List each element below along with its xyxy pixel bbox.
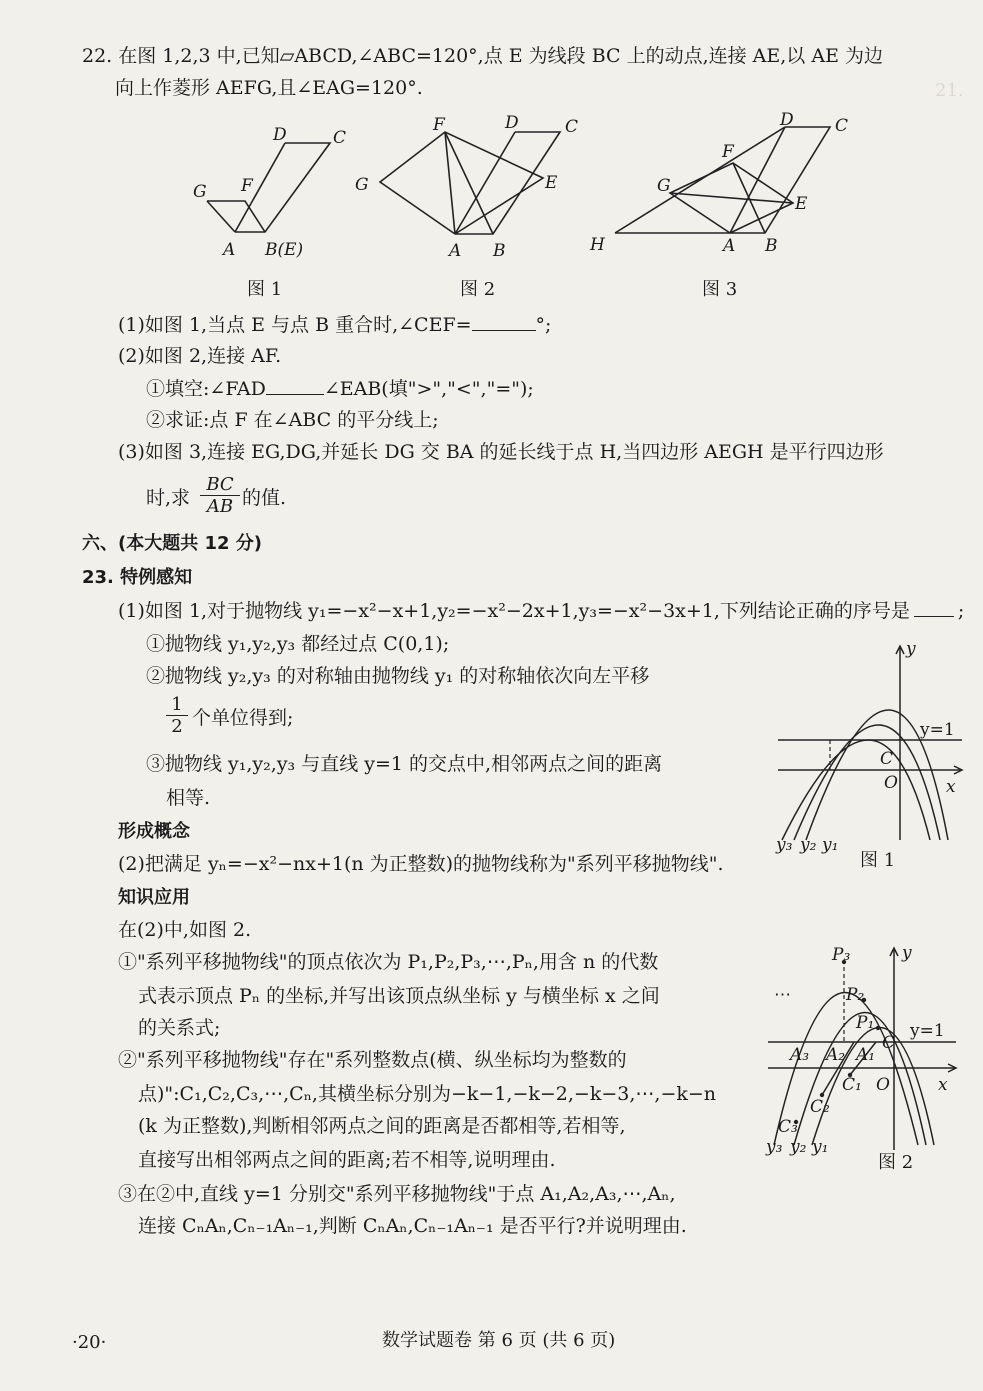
q23-apply-1-line3: 的关系式; [138, 1017, 221, 1039]
q22-fig3-label-g: G [657, 176, 671, 196]
q22-part3-line1: (3)如图 3,连接 EG,DG,并延长 DG 交 BA 的延长线于点 H,当四边形 AEGH 是平行四边形 [118, 441, 884, 463]
q22-fig1-label-a: A [223, 240, 236, 260]
q23-statement-3-line2: 相等. [166, 787, 211, 809]
q22-fig2-label-b: B [493, 241, 506, 261]
q23-fig2-label-y: y [902, 943, 912, 963]
page-footer-title: 数学试题卷 第 6 页 (共 6 页) [382, 1330, 616, 1351]
q22-part1-answer-blank[interactable] [472, 312, 536, 331]
q22-fig2-label-g: G [355, 175, 369, 195]
q23-fig1-label-y2: y₂ [800, 835, 817, 855]
fraction-numerator: 1 [166, 694, 188, 716]
q23-fig2-ellipsis: ⋯ [774, 985, 791, 1005]
q22-part2-1 [146, 376, 534, 401]
q22-fig3-label-b: B [765, 236, 778, 256]
q22-part2-1-text: ①填空:∠FAD [146, 378, 266, 400]
q23-apply-intro: 在(2)中,如图 2. [118, 919, 252, 941]
q23-fig1-label-y1-line: y=1 [920, 720, 955, 740]
q23-fig2-label-c1: C₁ [842, 1075, 862, 1095]
fraction-denominator: AB [206, 496, 234, 517]
q23-fig1-label-y1: y₁ [822, 835, 839, 855]
fraction-denominator: 2 [171, 716, 183, 737]
q23-concept: (2)把满足 yₙ=−x²−nx+1(n 为正整数)的抛物线称为"系列平移抛物线". [118, 853, 724, 875]
q23-apply-2-line4: 直接写出相邻两点之间的距离;若不相等,说明理由. [138, 1149, 556, 1171]
q22-fig3-label-e: E [795, 194, 808, 214]
q23-figure-2 [760, 940, 965, 1158]
q22-figure-2 [345, 110, 595, 270]
q23-statement-2-tail: 个单位得到; [192, 707, 294, 729]
q22-part1-unit: °; [535, 314, 552, 336]
q22-fig3-caption: 图 3 [702, 279, 738, 300]
q22-stem-line1: 22. 在图 1,2,3 中,已知▱ABCD,∠ABC=120°,点 E 为线段 BC 上的动点,连接 AE,以 AE 为边 [82, 45, 883, 67]
q22-part2-1-tail: ∠EAB(填">","<","="); [323, 378, 534, 400]
q22-part2: (2)如图 2,连接 AF. [118, 345, 282, 367]
q23-fig2-label-y1-line: y=1 [910, 1021, 945, 1041]
q22-part1 [118, 312, 551, 337]
q23-statement-1: ①抛物线 y₁,y₂,y₃ 都经过点 C(0,1); [146, 633, 450, 655]
q22-fig3-label-d: D [780, 110, 794, 130]
q22-fig3-label-h: H [590, 235, 605, 255]
q23-apply-3-line1: ③在②中,直线 y=1 分别交"系列平移抛物线"于点 A₁,A₂,A₃,⋯,Aₙ, [118, 1183, 676, 1205]
q23-fig2-label-c: C [882, 1033, 896, 1053]
fraction-numerator: BC [200, 474, 240, 496]
q23-apply-2-line3: (k 为正整数),判断相邻两点之间的距离是否都相等,若相等, [138, 1115, 626, 1137]
q22-figure-1 [185, 115, 360, 265]
q22-fig1-label-be: B(E) [265, 240, 304, 260]
q22-fig3-label-a: A [723, 236, 736, 256]
q22-fig1-label-c: C [333, 128, 347, 148]
q23-part1 [118, 598, 964, 623]
q22-part2-2: ②求证:点 F 在∠ABC 的平分线上; [146, 409, 439, 431]
q22-fig2-label-e: E [545, 173, 558, 193]
q23-apply-1-line1: ①"系列平移抛物线"的顶点依次为 P₁,P₂,P₃,⋯,Pₙ,用含 n 的代数 [118, 951, 659, 973]
q22-fig1-label-d: D [273, 125, 287, 145]
q23-apply-3-line2: 连接 CₙAₙ,Cₙ₋₁Aₙ₋₁,判断 CₙAₙ,Cₙ₋₁Aₙ₋₁ 是否平行?并说明理由. [138, 1215, 687, 1237]
q23-fig2-caption: 图 2 [878, 1152, 914, 1173]
q23-fig2-label-c2: C₂ [810, 1097, 830, 1117]
q22-part3-after: 的值. [242, 487, 287, 509]
q22-stem-line2: 向上作菱形 AEFG,且∠EAG=120°. [115, 77, 423, 99]
q23-apply-2-line2: 点)":C₁,C₂,C₃,⋯,Cₙ,其横坐标分别为−k−1,−k−2,−k−3,⋯,−k−n [138, 1083, 717, 1105]
q22-figure-3 [585, 105, 865, 265]
q22-fig1-label-g: G [193, 182, 207, 202]
q23-half-fraction [166, 694, 188, 737]
q23-fig2-label-y1: y₁ [812, 1137, 829, 1157]
q23-fig2-label-p3: P₃ [832, 945, 851, 965]
q23-statement-2: ②抛物线 y₂,y₃ 的对称轴由抛物线 y₁ 的对称轴依次向左平移 [146, 665, 650, 687]
section-6-heading: 六、(本大题共 12 分) [82, 533, 263, 554]
q23-fig2-label-y2: y₂ [790, 1137, 807, 1157]
q23-fig2-label-c3: C₃ [778, 1117, 798, 1137]
q23-fig2-label-p1: P₁ [856, 1013, 875, 1033]
q23-part1-answer-blank[interactable] [914, 598, 954, 617]
q22-fig1-label-f: F [241, 176, 253, 196]
q23-part1-tail: ; [957, 600, 965, 622]
q22-fig2-caption: 图 2 [460, 279, 496, 300]
q22-fig2-label-d: D [505, 113, 519, 133]
q23-apply-2-line1: ②"系列平移抛物线"存在"系列整数点(横、纵坐标均为整数的 [118, 1049, 627, 1071]
q23-fig2-label-a1: A₁ [856, 1045, 876, 1065]
q23-figure-1 [770, 640, 970, 855]
page-number-left: ·20· [72, 1332, 107, 1353]
q22-fig1-caption: 图 1 [247, 279, 283, 300]
q22-part1-text: (1)如图 1,当点 E 与点 B 重合时,∠CEF= [118, 314, 472, 336]
q22-fig2-label-f: F [433, 115, 445, 135]
q22-fig3-label-c: C [835, 116, 849, 136]
q22-part2-1-answer-blank[interactable] [266, 376, 324, 395]
q22-fig2-label-c: C [565, 117, 579, 137]
q23-fig2-label-y3: y₃ [766, 1137, 783, 1157]
q22-bc-over-ab-fraction [200, 474, 240, 517]
q23-fig1-label-o: O [884, 773, 898, 793]
q23-part1-text: (1)如图 1,对于抛物线 y₁=−x²−x+1,y₂=−x²−2x+1,y₃=−x²−3x+1,下列结论正确的序号是 [118, 600, 910, 622]
q23-concept-heading: 形成概念 [118, 821, 190, 842]
bleed-through-text: 21. [935, 80, 964, 101]
q23-fig1-caption: 图 1 [860, 850, 896, 871]
q23-fig2-label-p2: P₂ [846, 985, 865, 1005]
q23-fig2-label-a3: A₃ [790, 1045, 810, 1065]
q23-fig1-label-c: C [880, 749, 894, 769]
q23-apply-1-line2: 式表示顶点 Pₙ 的坐标,并写出该顶点纵坐标 y 与横坐标 x 之间 [138, 985, 660, 1007]
q23-apply-heading: 知识应用 [118, 887, 190, 908]
q22-fig2-label-a: A [449, 241, 462, 261]
q23-fig2-label-o: O [876, 1075, 890, 1095]
q23-title: 23. 特例感知 [82, 567, 193, 588]
q23-fig1-label-y3: y₃ [776, 835, 793, 855]
q23-fig2-label-x: x [938, 1075, 948, 1095]
q23-statement-3-line1: ③抛物线 y₁,y₂,y₃ 与直线 y=1 的交点中,相邻两点之间的距离 [146, 753, 663, 775]
q23-fig2-label-a2: A₂ [826, 1045, 846, 1065]
q22-fig3-label-f: F [722, 142, 734, 162]
q22-part3-before: 时,求 [146, 487, 191, 509]
q23-fig1-label-y: y [906, 640, 916, 659]
q23-fig1-label-x: x [946, 777, 956, 797]
